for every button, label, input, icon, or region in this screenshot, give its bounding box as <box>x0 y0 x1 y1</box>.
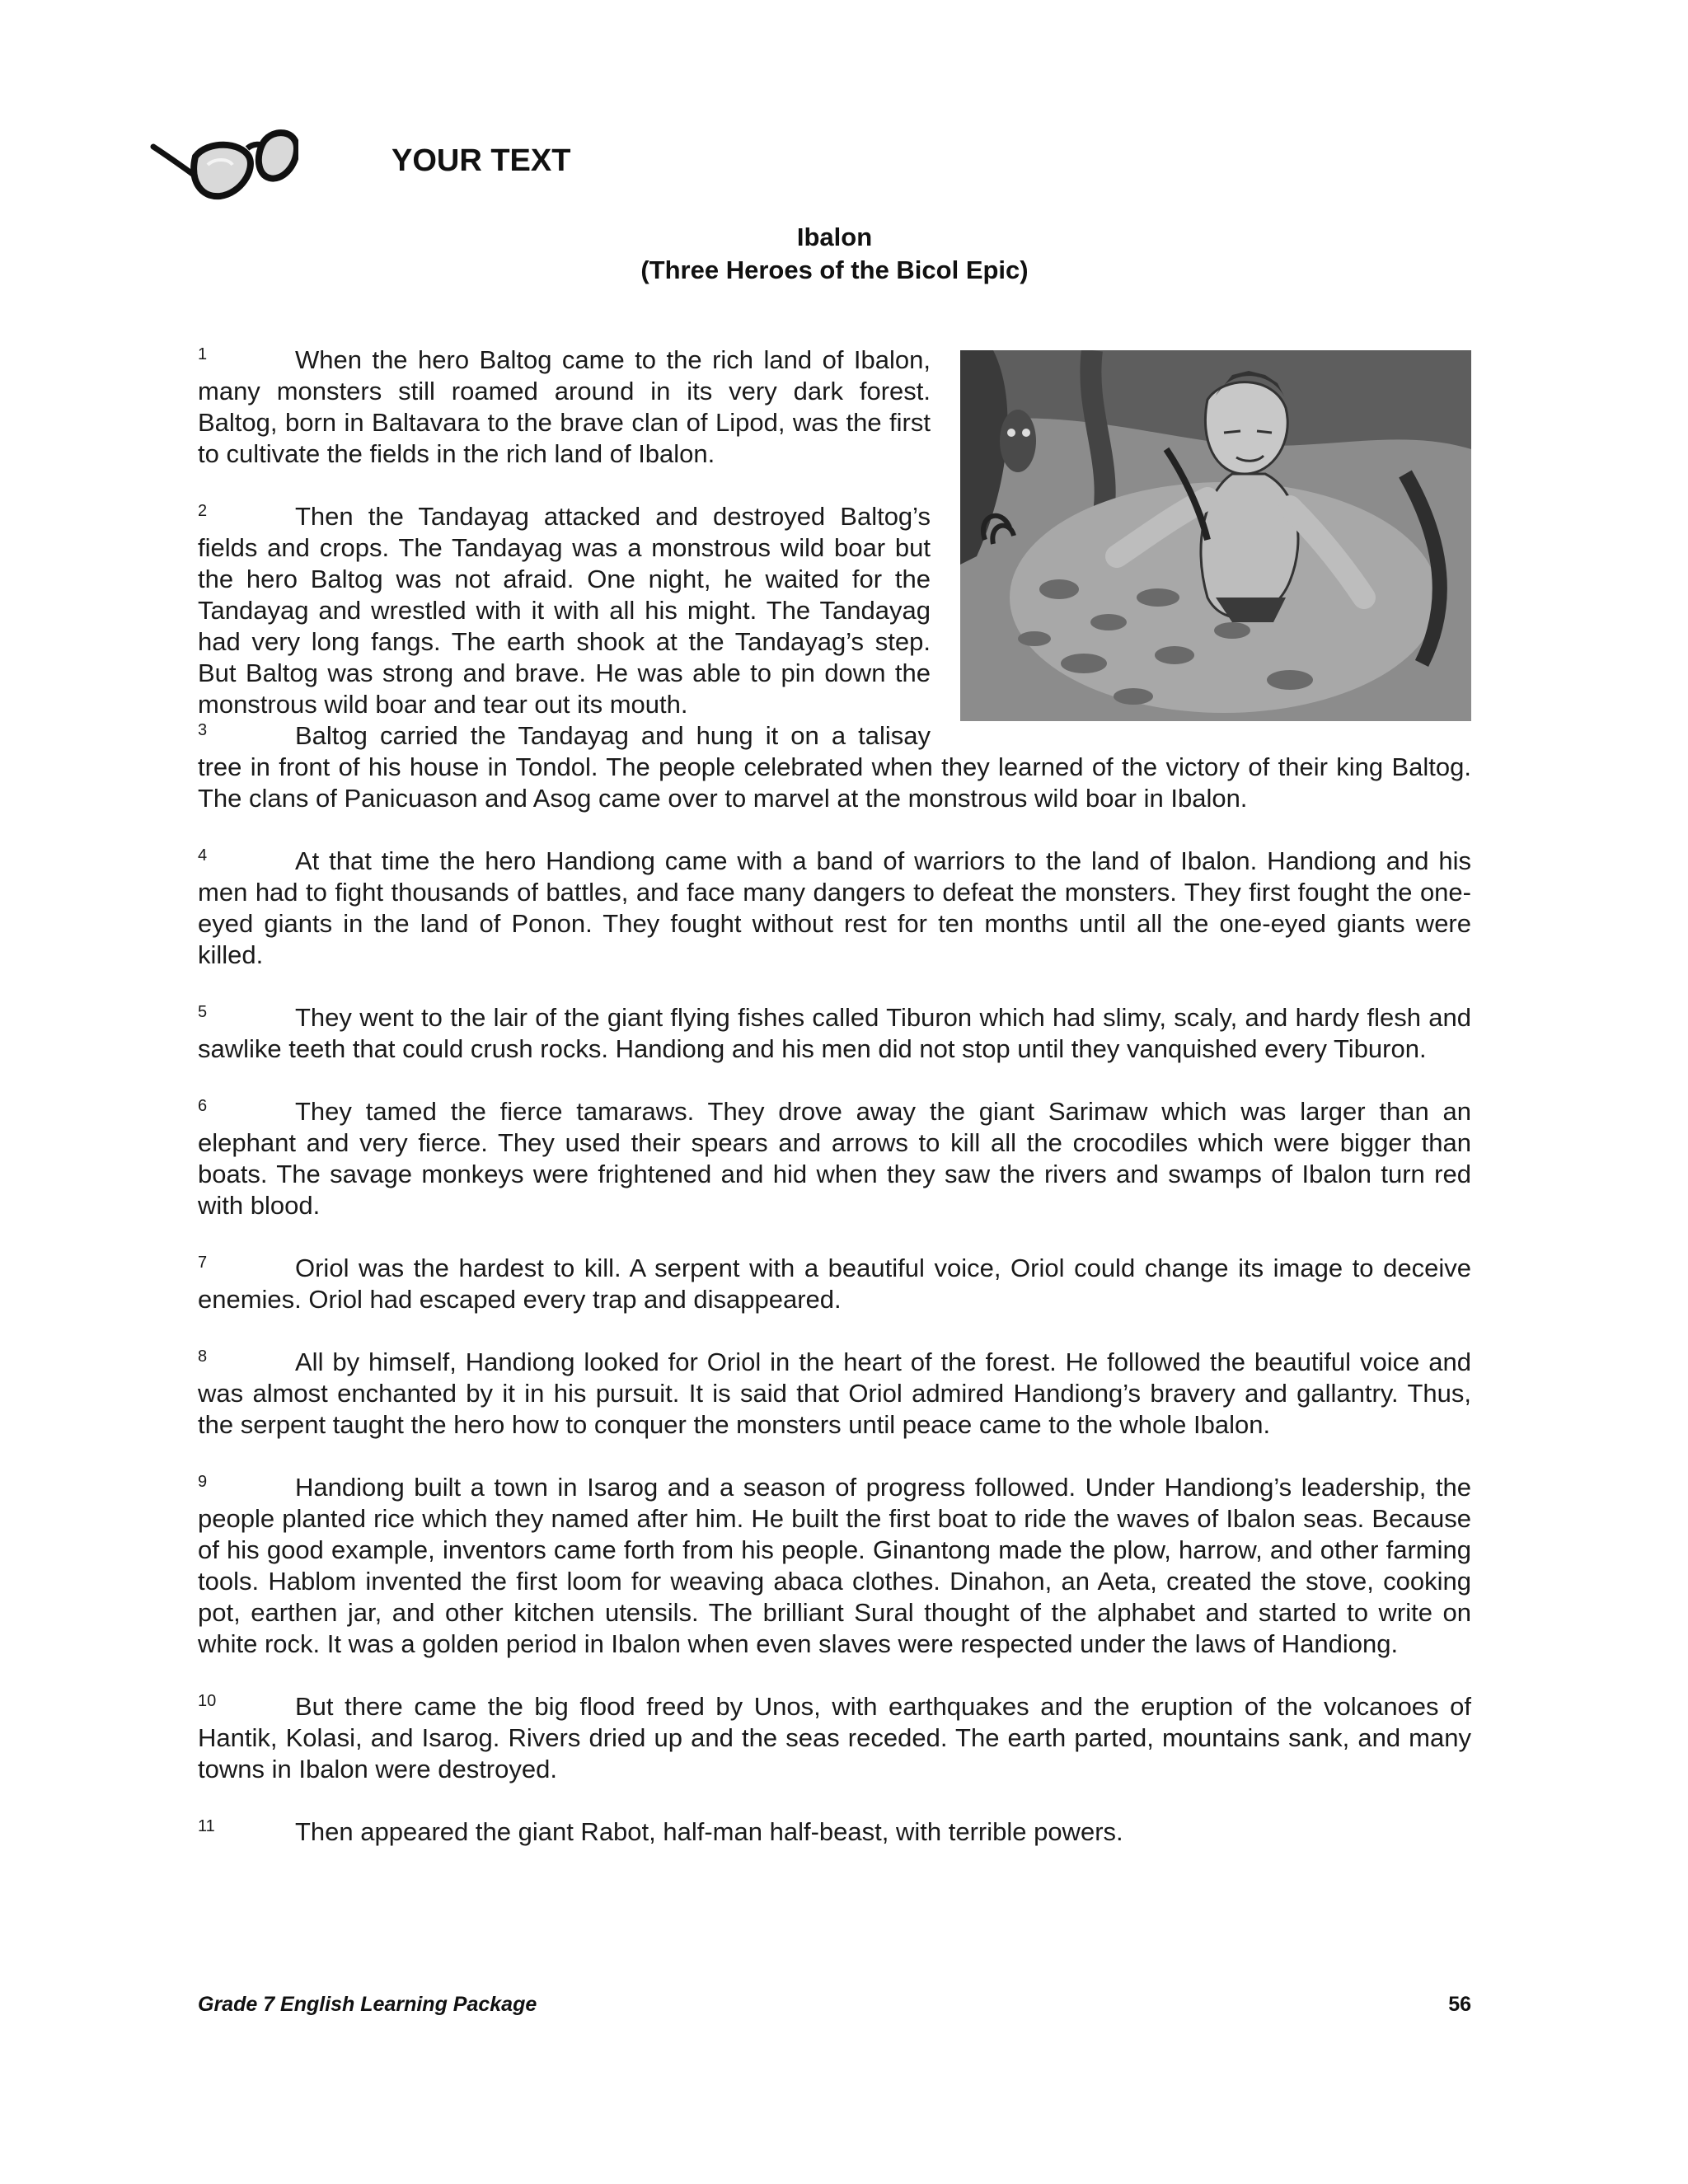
paragraph-text: Then the Tandayag attacked and destroyed Baltog’s fields and crops. The Tandayag was a monstrous wild boar but the hero Baltog was not afraid. One night, he waited for the Tandayag and wrestled with it with all his might. The Tandayag had very long fangs. The earth shook at the Tandayag’s step. But Baltog was strong and brave. He was able to pin down the monstrous wild boar and tear out its mouth. <box>198 502 931 719</box>
paragraph-text: Oriol was the hardest to kill. A serpent with a beautiful voice, Oriol could change its image to deceive enemies. Oriol had escaped every trap and disappeared. <box>198 1254 1471 1314</box>
paragraph: 1 When the hero Baltog came to the rich land of Ibalon, many monsters still roamed around in its very dark forest. Baltog, born in Baltavara to the brave clan of Lipod, was the first to cultivate the fields in the rich land of Ibalon. <box>198 344 931 468</box>
footer-package-title: Grade 7 English Learning Package <box>198 1993 537 2016</box>
page-footer <box>198 1993 1471 2017</box>
paragraph: 6 They tamed the fierce tamaraws. They drove away the giant Sarimaw which was larger than an elephant and very fierce. They used their spears and arrows to kill all the crocodiles which were bigger than boats. The savage monkeys were frightened and hid when they saw the rivers and swamps of Ibalon turn red with blood. <box>198 1096 1471 1220</box>
story-body <box>198 344 1471 1879</box>
paragraph: 8 All by himself, Handiong looked for Oriol in the heart of the forest. He followed the beautiful voice and was almost enchanted by it in his pursuit. It is said that Oriol admired Handiong’s bravery and gallantry. Thus, the serpent taught the hero how to conquer the monsters until peace came to the whole Ibalon. <box>198 1347 1471 1439</box>
story-title-block <box>198 221 1471 287</box>
eyeglasses-icon <box>150 124 298 206</box>
hero-and-monster-illustration <box>960 350 1471 721</box>
paragraph: 11 Then appeared the giant Rabot, half-man half-beast, with terrible powers. <box>198 1816 1123 1846</box>
paragraph: 4 At that time the hero Handiong came with a band of warriors to the land of Ibalon. Handiong and his men had to fight thousands of battles, and face many dangers to defeat the monsters. They first fought the one-eyed giants in the land of Ponon. They fought without rest for ten months until all the one-eyed giants were killed. <box>198 846 1471 969</box>
section-label: YOUR TEXT <box>392 143 571 178</box>
paragraph-text: They tamed the fierce tamaraws. They drove away the giant Sarimaw which was larger than an elephant and very fierce. They used their spears and arrows to kill all the crocodiles which were bigger than boats. The savage monkeys were frightened and hid when they saw the rivers and swamps of Ibalon turn red with blood. <box>198 1097 1471 1220</box>
paragraph: 2 Then the Tandayag attacked and destroyed Baltog’s fields and crops. The Tandayag was a monstrous wild boar but the hero Baltog was not afraid. One night, he waited for the Tandayag and wrestled with it with all his might. The Tandayag had very long fangs. The earth shook at the Tandayag’s step. But Baltog was strong and brave. He was able to pin down the monstrous wild boar and tear out its mouth. <box>198 501 931 719</box>
paragraph: 9 Handiong built a town in Isarog and a season of progress followed. Under Handiong’s leadership, the people planted rice which they named after him. He built the first boat to ride the waves of Ibalon seas. Because of his good example, inventors came forth from his people. Ginantong made the plow, harrow, and other farming tools. Hablom invented the first loom for weaving abaca clothes. Dinahon, an Aeta, created the stove, cooking pot, earthen jar, and other kitchen utensils. The brilliant Sural thought of the alphabet and started to write on white rock. It was a golden period in Ibalon when even slaves were respected under the laws of Handiong. <box>198 1472 1471 1658</box>
paragraph: 5 They went to the lair of the giant flying fishes called Tiburon which had slimy, scaly, and hardy flesh and sawlike teeth that could crush rocks. Handiong and his men did not stop until they vanquished every Tiburon. <box>198 1002 1471 1063</box>
paragraph-text: At that time the hero Handiong came with a band of warriors to the land of Ibalon. Handiong and his men had to fight thousands of battles, and face many dangers to defeat the monsters. They first fought the one-eyed giants in the land of Ponon. They fought without rest for ten months until all the one-eyed giants were killed. <box>198 846 1471 969</box>
story-subtitle: (Three Heroes of the Bicol Epic) <box>640 255 1029 284</box>
paragraph: 7 Oriol was the hardest to kill. A serpent with a beautiful voice, Oriol could change its image to deceive enemies. Oriol had escaped every trap and disappeared. <box>198 1253 1471 1314</box>
paragraph: 3 Baltog carried the Tandayag and hung it on a talisay tree in front of his house in Tondol. The people celebrated when they learned of the victory of their king Baltog. The clans of Panicuason and Asog came over to marvel at the monstrous wild boar in Ibalon. <box>198 720 1471 813</box>
paragraph: 10 But there came the big flood freed by Unos, with earthquakes and the eruption of the volcanoes of Hantik, Kolasi, and Isarog. Rivers dried up and the seas receded. The earth parted, mountains sank, and many towns in Ibalon were destroyed. <box>198 1691 1471 1783</box>
story-title: Ibalon <box>796 223 873 251</box>
paragraph-text: Then appeared the giant Rabot, half-man half-beast, with terrible powers. <box>295 1817 1123 1846</box>
paragraph-text: But there came the big flood freed by Unos, with earthquakes and the eruption of the volcanoes of Hantik, Kolasi, and Isarog. Rivers dried up and the seas receded. The earth parted, mountains sank, and many towns in Ibalon were destroyed. <box>198 1692 1471 1783</box>
paragraph-text: When the hero Baltog came to the rich land of Ibalon, many monsters still roamed around in its very dark forest. Baltog, born in Baltavara to the brave clan of Lipod, was the first to cultivate the fields in the rich land of Ibalon. <box>198 345 931 468</box>
paragraph-text: All by himself, Handiong looked for Oriol in the heart of the forest. He followed the beautiful voice and was almost enchanted by it in his pursuit. It is said that Oriol admired Handiong’s bravery and gallantry. Thus, the serpent taught the hero how to conquer the monsters until peace came to the whole Ibalon. <box>198 1347 1471 1439</box>
paragraph-text: They went to the lair of the giant flying fishes called Tiburon which had slimy, scaly, and hardy flesh and sawlike teeth that could crush rocks. Handiong and his men did not stop until they vanquished every Tiburon. <box>198 1003 1471 1063</box>
page-number: 56 <box>1448 1993 1471 2016</box>
paragraph-text: Baltog carried the Tandayag and hung it on a talisay tree in front of his house in Tondol. The people celebrated when they learned of the victory of their king Baltog. The clans of Panicuason and Asog came over to marvel at the monstrous wild boar in Ibalon. <box>198 721 1471 813</box>
paragraph-text: Handiong built a town in Isarog and a season of progress followed. Under Handiong’s leadership, the people planted rice which they named after him. He built the first boat to ride the waves of Ibalon seas. Because of his good example, inventors came forth from his people. Ginantong made the plow, harrow, and other farming tools. Hablom invented the first loom for weaving abaca clothes. Dinahon, an Aeta, created the stove, cooking pot, earthen jar, and other kitchen utensils. The brilliant Sural thought of the alphabet and started to write on white rock. It was a golden period in Ibalon when even slaves were respected under the laws of Handiong. <box>198 1473 1471 1658</box>
